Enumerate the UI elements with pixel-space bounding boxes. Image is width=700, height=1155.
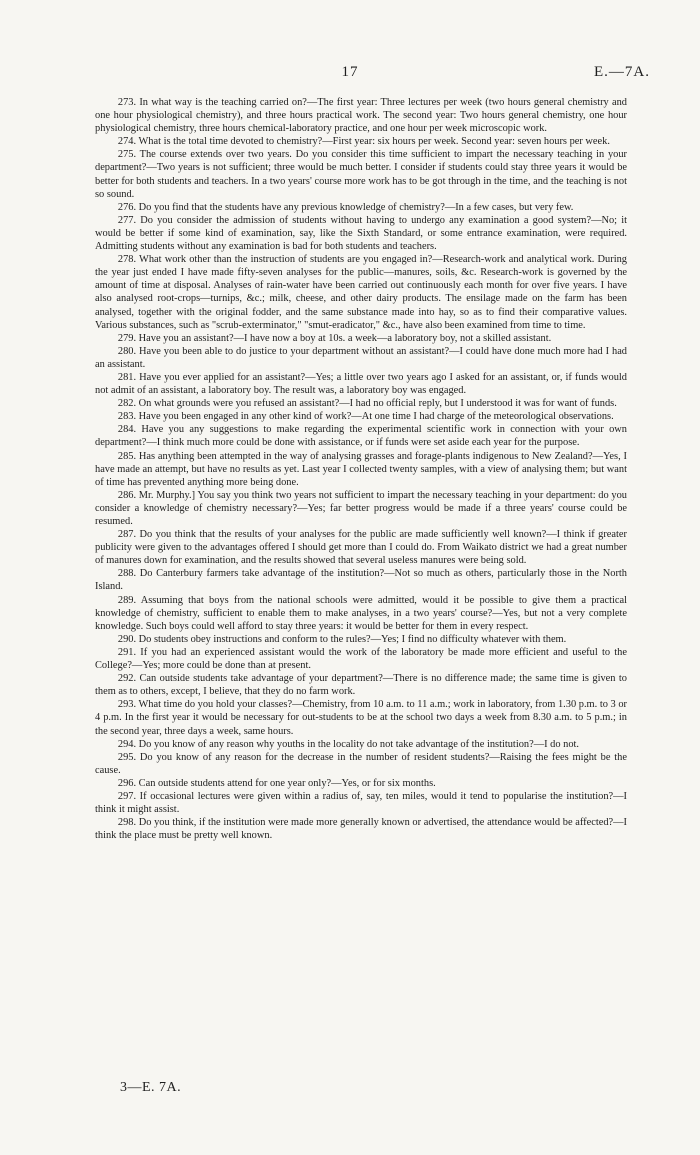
paragraph-286: 286. Mr. Murphy.] You say you think two years not sufficient to impart the necessary teaching in your department: do you consider a knowledge of chemistry necessary?—Yes; far better progress would be made if a three years' course could be resumed. [95, 489, 627, 527]
paragraph-291: 291. If you had an experienced assistant would the work of the laboratory be made more efficient and useful to the College?—Yes; more could be done than at present. [95, 646, 627, 672]
paragraph-277: 277. Do you consider the admission of students without having to undergo any examination a good system?—No; it would be better if some kind of examination, say, like the Sixth Standard, or some entrance examination, were required. Admitting students without any examination is bad for both students and teachers. [95, 214, 627, 253]
paragraph-281: 281. Have you ever applied for an assistant?—Yes; a little over two years ago I asked for an assistant, or, if funds would not admit of an assistant, a laboratory boy. The result was, a laboratory boy was engaged. [95, 371, 627, 397]
paragraph-296: 296. Can outside students attend for one year only?—Yes, or for six months. [117, 777, 436, 789]
paragraph-285: 285. Has anything been attempted in the way of analysing grasses and forage-plants indigenous to New Zealand?—Yes, I have made an attempt, but have no results as yet. Last year I collected twenty samples, with a view of analysing them; but want of time has prevented anything more being done. [95, 450, 627, 488]
paragraph-294: 294. Do you know of any reason why youths in the locality do not take advantage of the institution?—I do not. [117, 738, 580, 750]
body-text [95, 96, 627, 842]
paragraph-279: 279. Have you an assistant?—I have now a boy at 10s. a week—a laboratory boy, not a skilled assistant. [117, 332, 552, 344]
signature-mark: 3—E. 7A. [120, 1080, 182, 1095]
page-number: 17 [341, 64, 359, 80]
paragraph-298: 298. Do you think, if the institution were made more generally known or advertised, the attendance would be affected?—I think the place must be pretty well known. [95, 817, 627, 842]
paragraph-284: 284. Have you any suggestions to make regarding the experimental scientific work in connection with your own department?—I think much more could be done with assistance, or if funds were set aside each year for the purpose. [95, 424, 627, 449]
paragraph-274: 274. What is the total time devoted to chemistry?—First year: six hours per week. Second year: seven hours per week. [117, 136, 610, 148]
paragraph-282: 282. On what grounds were you refused an assistant?—I had no official reply, but I understood it was for want of funds. [117, 398, 617, 410]
paragraph-278: 278. What work other than the instruction of students are you engaged in?—Research-work and analytical work. During the year just ended I have made fifty-seven analyses for the public—manures, soils, &c. Research-work is governed by the amount of time at disposal. Analyses of rain-water have been carried out continuously each month for over five years. I have also analysed root-crops—turnips, &c.; milk, cheese, and other dairy products. The ensilage made on the farm has been analysed, together with the original fodder, and the same substance made into hay, so as to find their comparative values. Various substances, such as "scrub-exterminator," "smut-eradicator," &c., have also been examined from time to time. [95, 254, 627, 331]
paragraph-292: 292. Can outside students take advantage of your department?—There is no difference made; the same time is given to them as to others, except, I believe, that they do no farm work. [95, 673, 627, 698]
paragraph-293: 293. What time do you hold your classes?—Chemistry, from 10 a.m. to 11 a.m.; work in laboratory, from 1.30 p.m. to 3 or 4 p.m. In the first year it would be necessary for out-students to be at the school two days a week from 8.30 a.m. to 5 p.m.; in the second year, three days a week, same hours. [95, 699, 627, 737]
paragraph-276: 276. Do you find that the students have any previous knowledge of chemistry?—In a few cases, but very few. [117, 201, 574, 213]
paragraph-287: 287. Do you think that the results of your analyses for the public are made sufficiently well known?—I think if greater publicity were given to the advantages offered I should get more than I could do. From Waikato district we had a great number of manures down for examination, and the results showed that several useless manures were being sold. [95, 529, 627, 567]
paragraph-290: 290. Do students obey instructions and conform to the rules?—Yes; I find no difficulty whatever with them. [117, 633, 567, 645]
paragraph-275: 275. The course extends over two years. Do you consider this time sufficient to impart the necessary teaching in your department?—Two years is not sufficient; three would be much better. I consider if students could stay three years it would be better for both students and teachers. In a two years' course more work has to be got through in the time, and the teaching is not so sound. [95, 149, 627, 200]
paragraph-288: 288. Do Canterbury farmers take advantage of the institution?—Not so much as others, particularly those in the North Island. [95, 568, 627, 593]
paragraph-280: 280. Have you been able to do justice to your department without an assistant?—I could have done much more had I had an assistant. [95, 345, 627, 370]
paragraph-297: 297. If occasional lectures were given within a radius of, say, ten miles, would it tend to popularise the institution?—I think it might assist. [95, 790, 627, 816]
paragraph-273: 273. In what way is the teaching carried on?—The first year: Three lectures per week (two hours general chemistry and one hour physiological chemistry), and three hours practical work. The second year: Two hours general chemistry, one hour physiological chemistry, three hours chemical-laboratory practice, and one hour per week microscopic work. [95, 97, 627, 135]
paragraph-295: 295. Do you know of any reason for the decrease in the number of resident students?—Raising the fees might be the cause. [95, 751, 627, 776]
paragraph-289: 289. Assuming that boys from the national schools were admitted, would it be possible to give them a practical knowledge of chemistry, sufficient to enable them to make analyses, in a two years' course?—Yes, but not a very complete knowledge. Such boys could well afford to stay three years: it would be better for them in every respect. [95, 594, 627, 632]
paragraph-283: 283. Have you been engaged in any other kind of work?—At one time I had charge of the meteorological observations. [117, 411, 614, 423]
document-reference: E.—7A. [594, 64, 650, 80]
